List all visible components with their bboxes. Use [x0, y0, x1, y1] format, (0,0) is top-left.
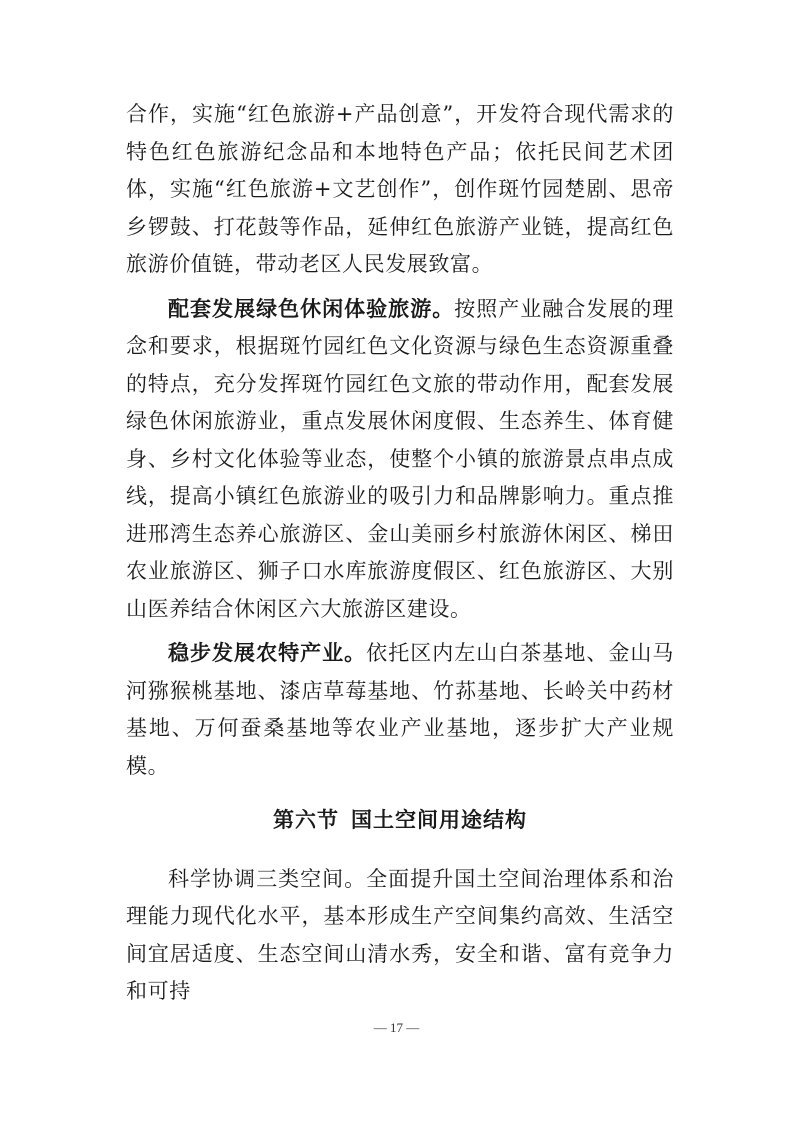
- section-number: 第六节: [273, 807, 339, 832]
- paragraph-text: 按照产业融合发展的理念和要求，根据斑竹园红色文化资源与绿色生态资源重叠的特点，充分发挥斑竹园红色文旅的带动作用，配套发展绿色休闲旅游业，重点发展休闲度假、生态养生、体育健身、乡村文化体验等业态，使整个小镇的旅游景点串点成线，提高小镇红色旅游业的吸引力和品牌影响力。重点推进邢湾生态养心旅游区、金山美丽乡村旅游休闲区、梯田农业旅游区、狮子口水库旅游度假区、红色旅游区、大别山医养结合休闲区六大旅游区建设。: [126, 296, 674, 621]
- paragraph-spatial-coordination: [126, 861, 674, 1011]
- section-title: 国土空间用途结构: [351, 807, 527, 832]
- paragraph-lead: 稳步发展农特产业。: [168, 640, 367, 665]
- paragraph-agriculture-industry: [126, 634, 674, 785]
- paragraph-red-tourism-continuation: [126, 96, 674, 284]
- paragraph-green-leisure-tourism: [126, 290, 674, 629]
- page-number: — 17 —: [373, 1020, 420, 1035]
- paragraph-text: 合作，实施“红色旅游+产品创意”，开发符合现代需求的特色红色旅游纪念品和本地特色产品；依托民间艺术团体，实施“红色旅游+文艺创作”，创作斑竹园楚剧、思帝乡锣鼓、打花鼓等作品，延伸红色旅游产业链，提高红色旅游价值链，带动老区人民发展致富。: [126, 102, 674, 276]
- section-heading: [126, 785, 674, 861]
- paragraph-text: 科学协调三类空间。全面提升国土空间治理体系和治理能力现代化水平，基本形成生产空间集约高效、生活空间宜居适度、生态空间山清水秀，安全和谐、富有竞争力和可持: [126, 866, 674, 1003]
- paragraph-lead: 配套发展绿色休闲体验旅游。: [168, 295, 455, 321]
- document-body: [126, 96, 674, 1011]
- paragraph-text: 依托区内左山白茶基地、金山马河猕猴桃基地、漆店草莓基地、竹荪基地、长岭关中药材基地、万何蚕桑基地等农业产业基地，逐步扩大产业规模。: [126, 641, 674, 778]
